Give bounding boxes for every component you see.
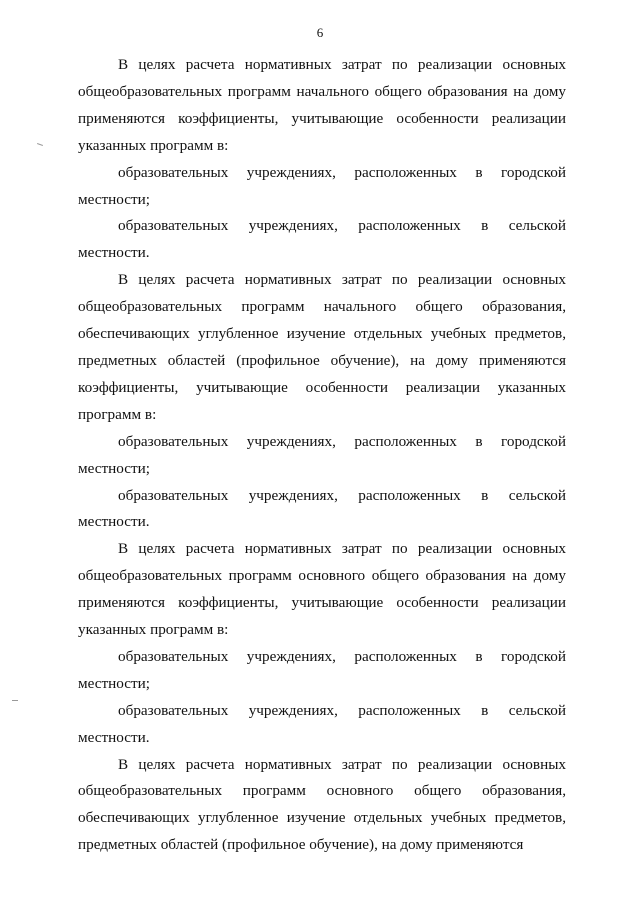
- document-body: [78, 52, 566, 859]
- paragraph-intro-primary: В целях расчета нормативных затрат по реализации основных общеобразовательных программ начального общего образования на дому применяются коэффициенты, учитывающие особенности реализации указанных программ в:: [78, 56, 566, 154]
- paragraph-rural: образовательных учреждениях, расположенных в сельской местности.: [78, 486, 566, 531]
- paragraph-rural: образовательных учреждениях, расположенных в сельской местности.: [78, 701, 566, 746]
- paragraph-rural: образовательных учреждениях, расположенных в сельской местности.: [78, 217, 566, 262]
- margin-mark: [37, 143, 43, 146]
- margin-mark: [12, 700, 18, 701]
- paragraph-urban: образовательных учреждениях, расположенных в городской местности;: [78, 647, 566, 692]
- paragraph-urban: образовательных учреждениях, расположенных в городской местности;: [78, 163, 566, 208]
- paragraph-urban: образовательных учреждениях, расположенных в городской местности;: [78, 432, 566, 477]
- page-number: 6: [316, 25, 324, 40]
- paragraph-intro-primary-advanced: В целях расчета нормативных затрат по реализации основных общеобразовательных программ начального общего образования, обеспечивающих углубленное изучение отдельных учебных предметов, предметных областей (профильное обучение), на дому применяются коэффициенты, учитывающие особенности реализации указанных программ в:: [78, 271, 566, 423]
- paragraph-intro-basic-advanced: В целях расчета нормативных затрат по реализации основных общеобразовательных программ основного общего образования, обеспечивающих углубленное изучение отдельных учебных предметов, предметных областей (профильное обучение), на дому применяются: [78, 755, 566, 854]
- paragraph-intro-basic: В целях расчета нормативных затрат по реализации основных общеобразовательных программ основного общего образования на дому применяются коэффициенты, учитывающие особенности реализации указанных программ в:: [78, 540, 566, 639]
